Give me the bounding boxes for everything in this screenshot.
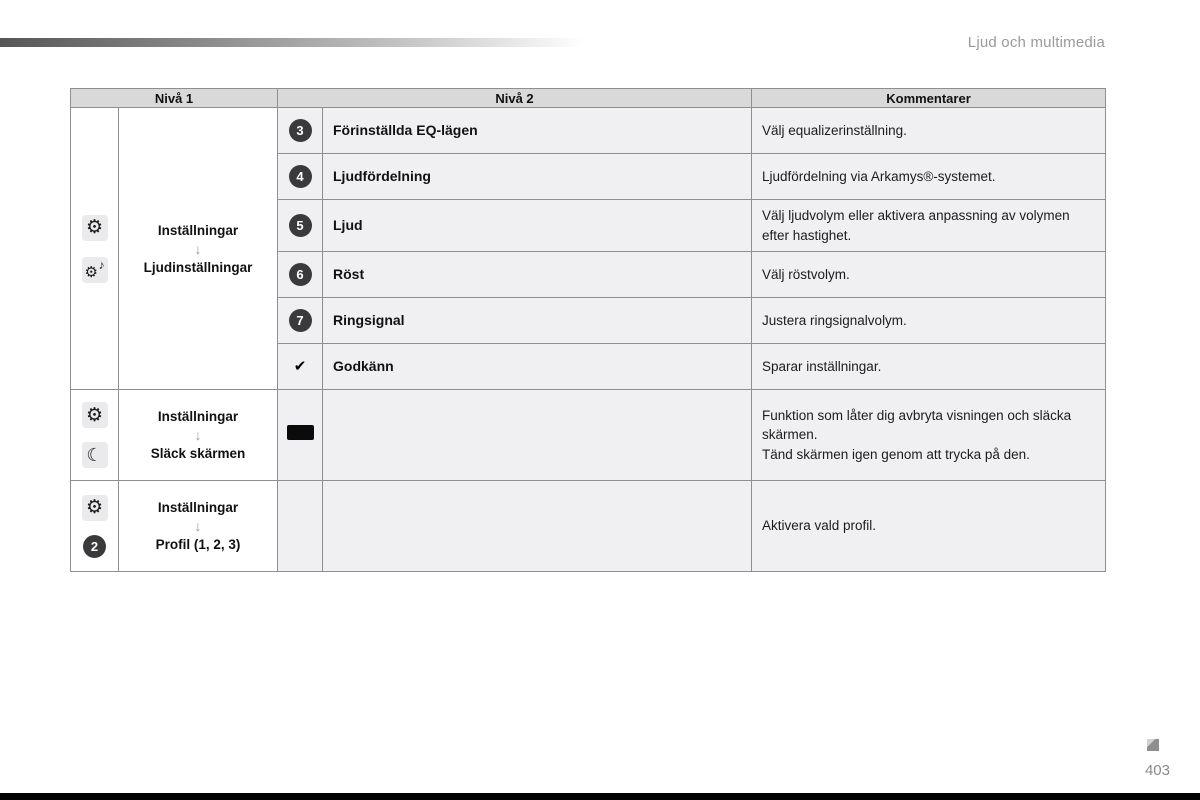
column-header-kommentarer: Kommentarer (752, 89, 1106, 108)
column-header-niva1: Nivå 1 (71, 89, 278, 108)
comment-text: Justera ringsignalvolym. (762, 312, 907, 328)
table-header-row (71, 89, 1106, 108)
table-row (71, 390, 1106, 481)
bottom-edge-bar (0, 793, 1200, 800)
menu-structure-table (70, 88, 1106, 572)
comment-text: Ljudfördelning via Arkamys®-systemet. (762, 168, 996, 184)
menu-item-label: Ljud (333, 216, 363, 233)
gear-icon: ⚙ (82, 215, 108, 241)
comment-text: Tänd skärmen igen genom att trycka på den. (762, 446, 1030, 462)
level1-icon-cell (71, 390, 119, 481)
menu-path-step2: Ljudinställningar (143, 259, 253, 275)
level1-icon-cell (71, 108, 119, 390)
table-row (71, 108, 1106, 154)
arrow-down-icon: ↓ (194, 427, 202, 444)
comment-text: Sparar inställningar. (762, 358, 882, 374)
comment-text: Välj equalizerinställning. (762, 122, 907, 138)
table-row (71, 481, 1106, 572)
settings-table (70, 88, 1105, 572)
arrow-down-icon: ↓ (194, 240, 202, 257)
menu-path-step2: Profil (1, 2, 3) (155, 537, 241, 553)
profile-number-badge: 2 (83, 535, 106, 558)
page-number: 403 (1144, 762, 1170, 779)
top-decorative-rule (0, 38, 585, 47)
empty-label-cell (323, 390, 752, 481)
step-badge: 6 (289, 263, 312, 286)
step-badge: 7 (289, 309, 312, 332)
arrow-down-icon: ↓ (194, 518, 202, 535)
menu-item-label: Ljudfördelning (333, 167, 431, 184)
gear-icon: ⚙ (82, 495, 108, 521)
level1-path-cell (119, 481, 278, 572)
empty-badge-cell (278, 481, 323, 572)
level1-path-cell (119, 108, 278, 390)
moon-icon: ☾ (82, 442, 108, 468)
column-header-niva2: Nivå 2 (278, 89, 752, 108)
gear-note-icon: ⚙ ♪ (82, 257, 108, 283)
step-badge: 4 (289, 165, 312, 188)
screen-off-icon (287, 425, 314, 440)
page-corner-marker-icon (1147, 739, 1159, 751)
chapter-title: Ljud och multimedia (967, 34, 1105, 51)
menu-item-label: Godkänn (333, 357, 394, 374)
empty-label-cell (323, 481, 752, 572)
menu-path-step1: Inställningar (157, 409, 239, 425)
comment-text: Välj ljudvolym eller aktivera anpassning av volymen efter hastighet. (762, 208, 1070, 243)
comment-text: Aktivera vald profil. (762, 518, 877, 534)
level1-path-cell (119, 390, 278, 481)
gear-icon: ⚙ (82, 402, 108, 428)
menu-path-step2: Släck skärmen (150, 446, 246, 462)
check-icon: ✔ (293, 358, 307, 376)
menu-item-label: Ringsignal (333, 311, 405, 328)
comment-text: Välj röstvolym. (762, 266, 850, 282)
step-badge: 3 (289, 119, 312, 142)
level1-icon-cell (71, 481, 119, 572)
comment-text: Funktion som låter dig avbryta visningen och släcka skärmen. (762, 407, 1072, 443)
menu-path-step1: Inställningar (157, 222, 239, 238)
step-badge: 5 (289, 214, 312, 237)
menu-item-label: Förinställda EQ-lägen (333, 121, 478, 138)
menu-path-step1: Inställningar (157, 500, 239, 516)
menu-item-label: Röst (333, 265, 365, 282)
